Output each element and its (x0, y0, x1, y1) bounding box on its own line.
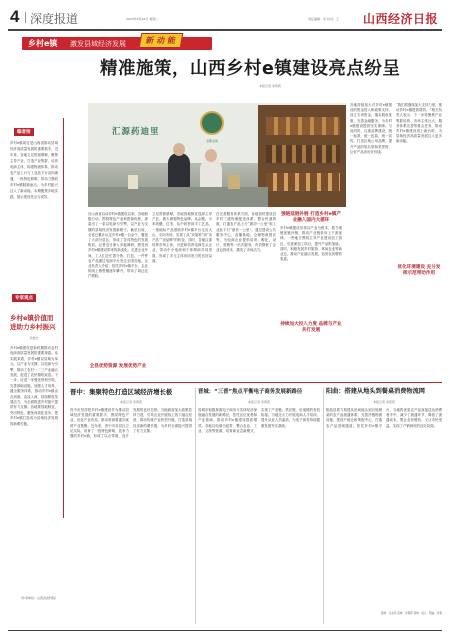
guide-text: 乡村e镇项目是山西省推动县域经济高质量发展的重要抓手。近年来，各地立足资源禀赋，聚焦主导产业，打造产业集群，培育电商主体，构建物流体系，推动农产品上行与工业品下行双向流通，一批特色鲜明、带动力强的乡村e镇脱颖而出，为乡村振兴注入了新动能。本期聚焦多地实践，展示建设亮点与成效。 (10, 141, 58, 199)
main-col-6-heading: 优化环境建设 充分发挥示范带动作用 (397, 265, 441, 276)
newspaper-logo: 山西经济日报 (362, 12, 438, 26)
guide-title: 编者按 (14, 128, 34, 136)
page-bottom-rule (8, 630, 442, 631)
masthead-rule (8, 29, 442, 31)
bottom-divider-2 (323, 388, 324, 624)
bottom-article-3-title: 阳曲：搭建从地头到餐桌消费物流网 (326, 388, 425, 395)
section-title: 深度报道 (30, 12, 79, 26)
main-col-1: 自山西省启动乡村e镇建设以来，各地积极行动，围绕特色产业和资源优势，探索出了一条以电商为引擎、以产业为支撑的县域经济发展新路子。截至目前，全省已累计认定乡村e镇一百余个，覆盖了大部分县区，形成了各具特色的发展格局。记者近日深入多地调研，感受到乡村e镇建设带来的新变化。走进企业车间，工人们正忙着分拣、打包，一件件农产品通过电商平台发往全国各地。企业负责人介绍，依托乡村e镇平台，企业的线上销售额逐年攀升，带动了周边农户增收。 (88, 212, 148, 279)
bottom-article-2-title: 晋城：“三晋”焦点平衡电子商务发展新路径 (198, 389, 303, 395)
banner-slogan: 激发县域经济发展 (70, 40, 126, 48)
bottom-article-3-byline: 本报记者 李莉莉 (373, 400, 395, 404)
banner-series: 乡村e镇 (28, 39, 58, 48)
main-col-1-heading: 全县优势资源 发展优势产业 (89, 364, 147, 369)
main-col-3: 在完善服务体系方面，各地加快建设县乡村三级物流配送体系，整合快递资源，打通农产品上行“最初一公里”和工业品下行“最后一公里”。通过建设公共服务中心、直播基地、仓储物流园区等，为电商企业提供培训、孵化、设计、营销等一站式服务，有效降低了企业运营成本，激发了市场活力。 (216, 212, 276, 253)
masthead-divider (25, 12, 26, 23)
editor-line: 责任编辑：李 校对：王 (308, 17, 339, 21)
photo-logo: 尧都农建 (205, 139, 218, 143)
photo-shelf-row1 (266, 117, 340, 135)
date-line: 2023年3月16日 星期二 (126, 17, 159, 21)
sidebar-divider (63, 118, 64, 518)
bottom-article-1-title: 晋中：集聚特色打造区域经济增长极 (70, 388, 173, 396)
main-col-2: 立足资源禀赋，各地因地制宜选择主导产业，做大做强特色品牌。从杂粮、小米到醋、红枣，从中药材到手工艺品，一批地标产品借助乡村e镇平台走出大山、走向市场，实现了从“卖原料”到“卖产品”“卖品牌”的转变。同时，各地注重培育市场主体，引进和培育电商龙头企业，带动中小电商和个体网商共同发展，形成了多元主体协同发力的良好局面。 (152, 212, 212, 263)
bottom-footer-note: 晋城：马永亮 晋城：李莉莉 晋城：武立 · 阳曲：李莉 (380, 612, 442, 615)
review-title: 专家观点 (12, 294, 36, 302)
photo-shelf-row2 (266, 145, 340, 163)
main-col-4-heading-2: 持续加大投入力度 品牌与产业共打发展 (280, 322, 342, 333)
review-author: 李振杰 (29, 336, 39, 340)
main-col-6: “我们将继续加大支持力度，推动乡村e镇提质增效，”相关负责人表示，下一步将聚焦产业集群培育、市场主体壮大、服务体系完善等重点任务，推动乡村e镇建设再上新台阶，为县域经济高质量发展注入更多新动能。 (396, 103, 442, 144)
main-col-4: 乡村e镇建设坚持以产业为根本，着力强链延链补链，推动产业链条向上下游延伸。一些地方围绕主导产业建设加工园区，引进深加工项目，提升产品附加值。同时，积极发展乡村旅游、休闲农业等新业态，推动产业融合发展，拓宽农民增收渠道。 (280, 226, 342, 262)
bottom-article-1 (70, 386, 192, 626)
bottom-article-1-text: 晋中市坚持把乡村e镇建设作为推动县域经济发展的重要抓手，围绕特色产业，优化产业布局，推动资源要素向优势产业集聚。近年来，晋中市各县区立足实际，培育了一批特色鲜明、竞争力强的乡村e镇，形成了以点带面、连片发展的良好态势。当地政府加大政策扶持力度，引导企业开展线上线下融合经营，推动传统产业转型升级，打造县域经济新的增长极，为乡村全面振兴提供了有力支撑。 (70, 408, 192, 439)
photo-logo-circle (200, 111, 224, 135)
review-heading: 乡村e镇价值而进助力乡村振兴 (10, 314, 56, 331)
bottom-section-rule (70, 382, 442, 383)
bottom-article-3 (326, 386, 442, 626)
bottom-article-3-text: 阳曲县着力构建从田间地头到百姓餐桌的农产品流通体系，完善冷链物流设施，建设产地仓和集配中心，打通农产品进城通道。依托乡村e镇平台，当地将优质农产品直接送达消费者手中，减少了流通环节，降低了流通成本，既让农民增收，又让市民受益，实现了产销两旺的良好局面。 (326, 408, 442, 428)
photo-person-2-head (205, 149, 217, 162)
photo-product (228, 175, 240, 189)
photo-counter (88, 187, 268, 207)
bottom-divider-1 (195, 388, 196, 624)
bottom-article-2-text: 晋城市积极探索电子商务与实体经济深度融合发展的新路径，依托区位优势和产业基础，推动乡村e镇建设提质增效。各地以电商为纽带，整合农业、工业、文旅等资源，培育新业态新模式，实现了产业链、供应链、价值链的有机衔接。当地还大力开展电商人才培训，提升从业人员素质，为电子商务持续健康发展夯实基础。 (198, 408, 320, 433)
masthead (8, 8, 442, 28)
review-text: 乡村e镇建设是新时期推动农村电商高质量发展的重要探索。从实践来看，乡村e镇以县域为单元，以产业为支撑，以电商为引擎，推动了农村一二三产业融合发展，促进了农民增收致富。下一步，应进一步强化规划引领，完善基础设施，加强人才培养，健全服务体系，推动乡村e镇由点到面、由浅入深，持续释放发展活力，为全面推进乡村振兴提供有力支撑。各地要因地制宜，突出特色，避免同质化竞争，把乡村e镇打造成为县域经济发展的新增长极。 (10, 346, 58, 426)
bottom-article-2 (198, 386, 320, 626)
photo-shelf-row3 (266, 173, 340, 191)
page-number: 4 (10, 7, 20, 26)
banner-tag: 新 动 能 (139, 33, 183, 48)
photo-person-1-head (173, 143, 185, 156)
headline: 精准施策，山西乡村e镇建设亮点纷呈 (100, 59, 401, 79)
main-col-5: 各地持续加大对乡村e镇建设的资金投入和政策支持，设立专项资金，落实税收优惠，完善金融服务，为乡村e镇建设提供坚实保障。与此同时，注重品牌建设，统一标准，统一包装，统一宣传，打造区域公用品牌，提升产品的知名度和美誉度，让好产品卖出好价钱。 (350, 103, 392, 154)
photo-product (128, 175, 138, 189)
headline-byline: 本报记者 李莉莉 (259, 84, 281, 88)
series-banner (22, 37, 212, 50)
bottom-article-1-byline: 本报记者 李莉莉 (120, 400, 142, 404)
sidebar (8, 118, 60, 618)
main-photo (88, 103, 346, 207)
main-col-4-heading-1: 强链延链补链 打造乡村e镇产业融入国内大循环 (281, 212, 341, 223)
review-footer: （作者单位：山西省农科院） (18, 596, 58, 600)
bottom-article-2-byline: 本报记者 李莉莉 (248, 400, 270, 404)
photo-sign: 汇源药迪里 (112, 127, 160, 137)
